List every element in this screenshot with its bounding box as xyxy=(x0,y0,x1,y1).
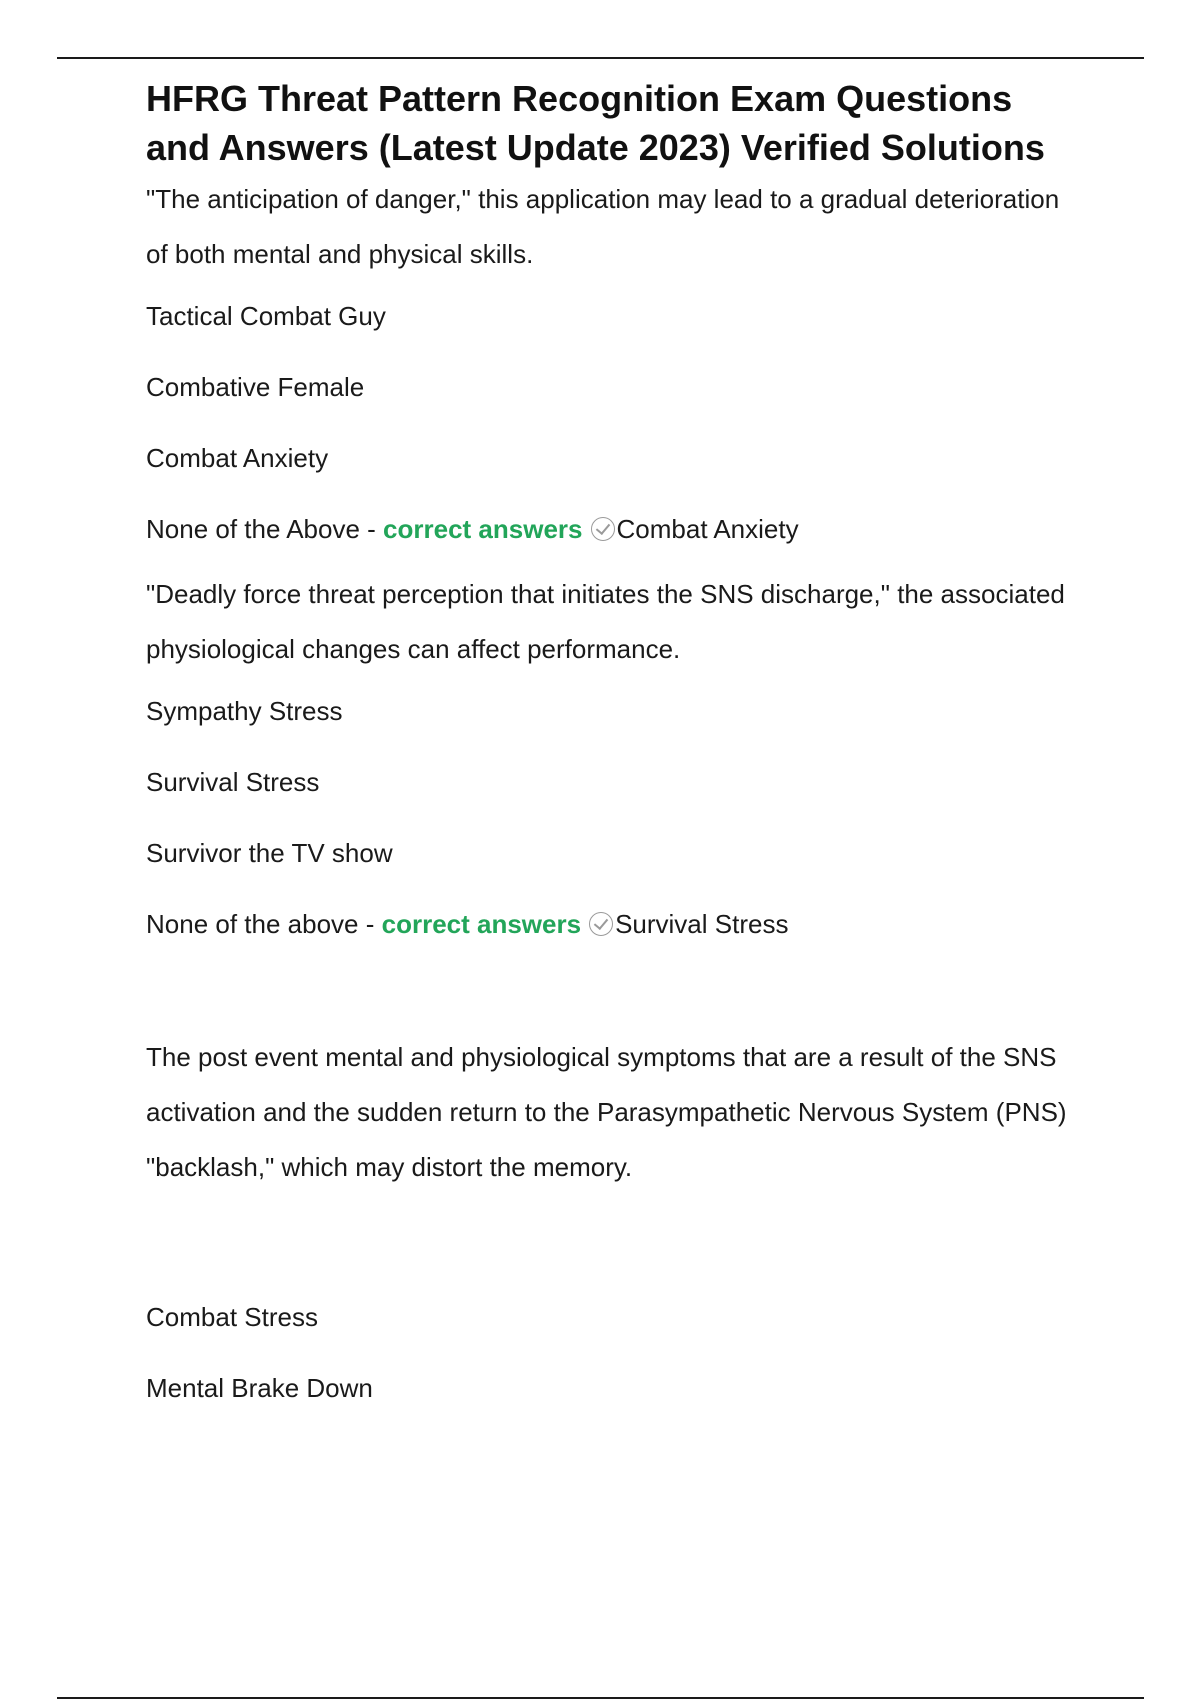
check-circle-icon xyxy=(591,517,615,541)
question-2-option-3: Survivor the TV show xyxy=(146,838,393,868)
correct-answers-label: correct answers xyxy=(383,514,583,544)
question-2-option-1: Sympathy Stress xyxy=(146,696,343,726)
question-3-option-2: Mental Brake Down xyxy=(146,1373,373,1403)
check-circle-icon xyxy=(589,912,613,936)
question-2-answer: Survival Stress xyxy=(615,909,789,939)
question-1-answer-line xyxy=(146,513,1086,545)
question-1-option-2: Combative Female xyxy=(146,372,365,402)
question-2-text: "Deadly force threat perception that initiates the SNS discharge," the associated physiological changes can affect performance. xyxy=(146,579,1065,664)
document-page xyxy=(146,74,1086,1404)
bottom-rule xyxy=(57,1697,1144,1699)
top-rule xyxy=(57,57,1144,59)
question-1-option-4: None of the Above - xyxy=(146,514,384,544)
question-1-text: "The anticipation of danger," this application may lead to a gradual deterioration of both mental and physical skills. xyxy=(146,184,1060,269)
question-2-option-4: None of the above - xyxy=(146,909,382,939)
question-1-answer: Combat Anxiety xyxy=(616,514,799,544)
question-3-option-1: Combat Stress xyxy=(146,1302,318,1332)
question-1-option-3: Combat Anxiety xyxy=(146,443,329,473)
question-2-answer-line xyxy=(146,908,1086,940)
document-title: HFRG Threat Pattern Recognition Exam Questions and Answers (Latest Update 2023) Verified Solutions xyxy=(146,78,1045,168)
question-1-option-1: Tactical Combat Guy xyxy=(146,301,386,331)
question-3-text: The post event mental and physiological symptoms that are a result of the SNS activation and the sudden return to the Parasympathetic Nervous System (PNS) "backlash," which may distort the memory. xyxy=(146,1042,1067,1182)
correct-answers-label: correct answers xyxy=(381,909,582,939)
question-2-option-2: Survival Stress xyxy=(146,767,320,797)
